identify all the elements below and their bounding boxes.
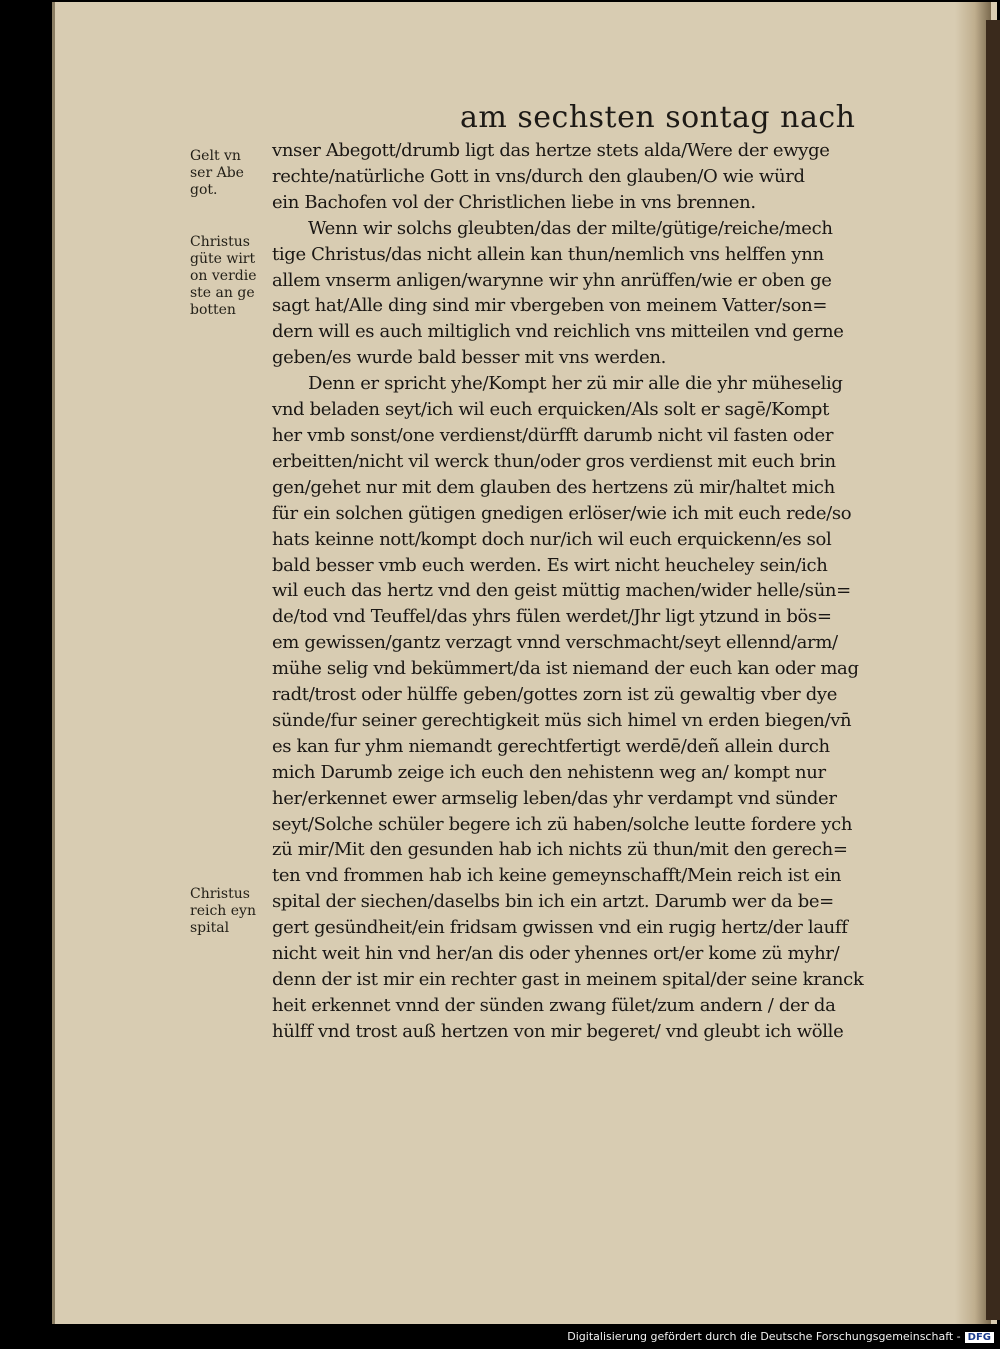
margin-note-2 (190, 234, 268, 319)
text-line: rechte/natürliche Gott in vns/durch den glauben/O wie würd (272, 165, 805, 187)
text-line: radt/trost oder hülffe geben/gottes zorn ist zü gewaltig vber dye (272, 684, 838, 706)
text-line: vnd beladen seyt/ich wil euch erquicken/Als solt er sagē/Kompt (272, 399, 829, 421)
text-line: em gewissen/gantz verzagt vnnd verschmacht/seyt ellennd/arm/ (272, 632, 838, 654)
text-line: dern will es auch miltiglich vnd reichlich vns mitteilen vnd gerne (272, 321, 844, 343)
text-line: zü mir/Mit den gesunden hab ich nichts zü thun/mit den gerech= (272, 839, 848, 861)
footer-credit (567, 1330, 994, 1343)
margin-note-line: ste an ge (190, 285, 255, 301)
text-line: wil euch das hertz vnd den geist müttig machen/wider helle/sün= (272, 580, 851, 602)
text-line: erbeitten/nicht vil werck thun/oder gros verdienst mit euch brin (272, 450, 836, 472)
text-line: her vmb sonst/one verdienst/dürfft darumb nicht vil fasten oder (272, 424, 834, 446)
text-line: nicht weit hin vnd her/an dis oder yhennes ort/er kome zü myhr/ (272, 943, 840, 965)
text-line: her/erkennet ewer armselig leben/das yhr verdampt vnd sünder (272, 787, 837, 809)
margin-note-line: Gelt vn (190, 148, 241, 164)
dfg-logo-icon: DFG (965, 1332, 994, 1343)
body-text (272, 138, 944, 1045)
margin-note-line: got. (190, 182, 218, 198)
margin-note-line: botten (190, 302, 236, 318)
text-line: sagt hat/Alle ding sind mir vbergeben von meinem Vatter/son= (272, 295, 828, 317)
text-line: bald besser vmb euch werden. Es wirt nicht heucheley sein/ich (272, 554, 828, 576)
margin-note-line: güte wirt (190, 251, 256, 267)
text-line: ten vnd frommen hab ich keine gemeynschafft/Mein reich ist ein (272, 865, 842, 887)
text-line: für ein solchen gütigen gnedigen erlöser/wie ich mit euch rede/so (272, 502, 852, 524)
margin-note-line: ser Abe (190, 165, 244, 181)
text-line: geben/es wurde bald besser mit vns werden. (272, 347, 666, 369)
text-line: mühe selig vnd bekümmert/da ist niemand der euch kan oder mag (272, 658, 859, 680)
book-binding (986, 20, 1000, 1320)
text-line: sünde/fur seiner gerechtigkeit müs sich himel vn erden biegen/vn̄ (272, 709, 852, 731)
text-line: Wenn wir solchs gleubten/das der milte/gütige/reiche/mech (308, 217, 833, 239)
margin-note-line: on verdie (190, 268, 257, 284)
text-line: gen/gehet nur mit dem glauben des hertzens zü mir/haltet mich (272, 476, 835, 498)
text-line: heit erkennet vnnd der sünden zwang fület/zum andern / der da (272, 994, 836, 1016)
footer-text: Digitalisierung gefördert durch die Deutsche Forschungsgemeinschaft - (567, 1330, 961, 1343)
margin-note-1 (190, 148, 268, 199)
margin-note-line: Christus (190, 886, 250, 902)
text-line: es kan fur yhm niemandt gerechtfertigt werdē/deñ allein durch (272, 735, 830, 757)
text-line: mich Darumb zeige ich euch den nehistenn weg an/ kompt nur (272, 761, 826, 783)
text-line: denn der ist mir ein rechter gast in meinem spital/der seine kranck (272, 969, 864, 990)
text-line: ein Bachofen vol der Christlichen liebe in vns brennen. (272, 191, 756, 213)
text-line: hülff vnd trost auß hertzen von mir begeret/ vnd gleubt ich wölle (272, 1020, 844, 1042)
running-head: am sechsten sontag nach (460, 100, 856, 135)
margin-note-line: spital (190, 920, 230, 936)
margin-note-3 (190, 886, 268, 937)
text-line: allem vnserm anligen/warynne wir yhn anrüffen/wie er oben ge (272, 269, 832, 291)
text-line: gert gesündheit/ein fridsam gwissen vnd ein rugig hertz/der lauff (272, 917, 848, 939)
text-line: Denn er spricht yhe/Kompt her zü mir alle die yhr müheselig (308, 373, 843, 395)
text-line: de/tod vnd Teuffel/das yhrs fülen werdet/Jhr ligt ytzund in bös= (272, 606, 832, 628)
margin-note-line: reich eyn (190, 903, 256, 919)
text-line: spital der siechen/daselbs bin ich ein artzt. Darumb wer da be= (272, 891, 834, 913)
text-line: tige Christus/das nicht allein kan thun/nemlich vns helffen ynn (272, 243, 824, 265)
text-line: hats keinne nott/kompt doch nur/ich wil euch erquickenn/es sol (272, 528, 832, 550)
text-line: vnser Abegott/drumb ligt das hertze stets alda/Were der ewyge (272, 140, 830, 161)
text-line: seyt/Solche schüler begere ich zü haben/solche leutte fordere ych (272, 813, 853, 835)
margin-note-line: Christus (190, 234, 250, 250)
